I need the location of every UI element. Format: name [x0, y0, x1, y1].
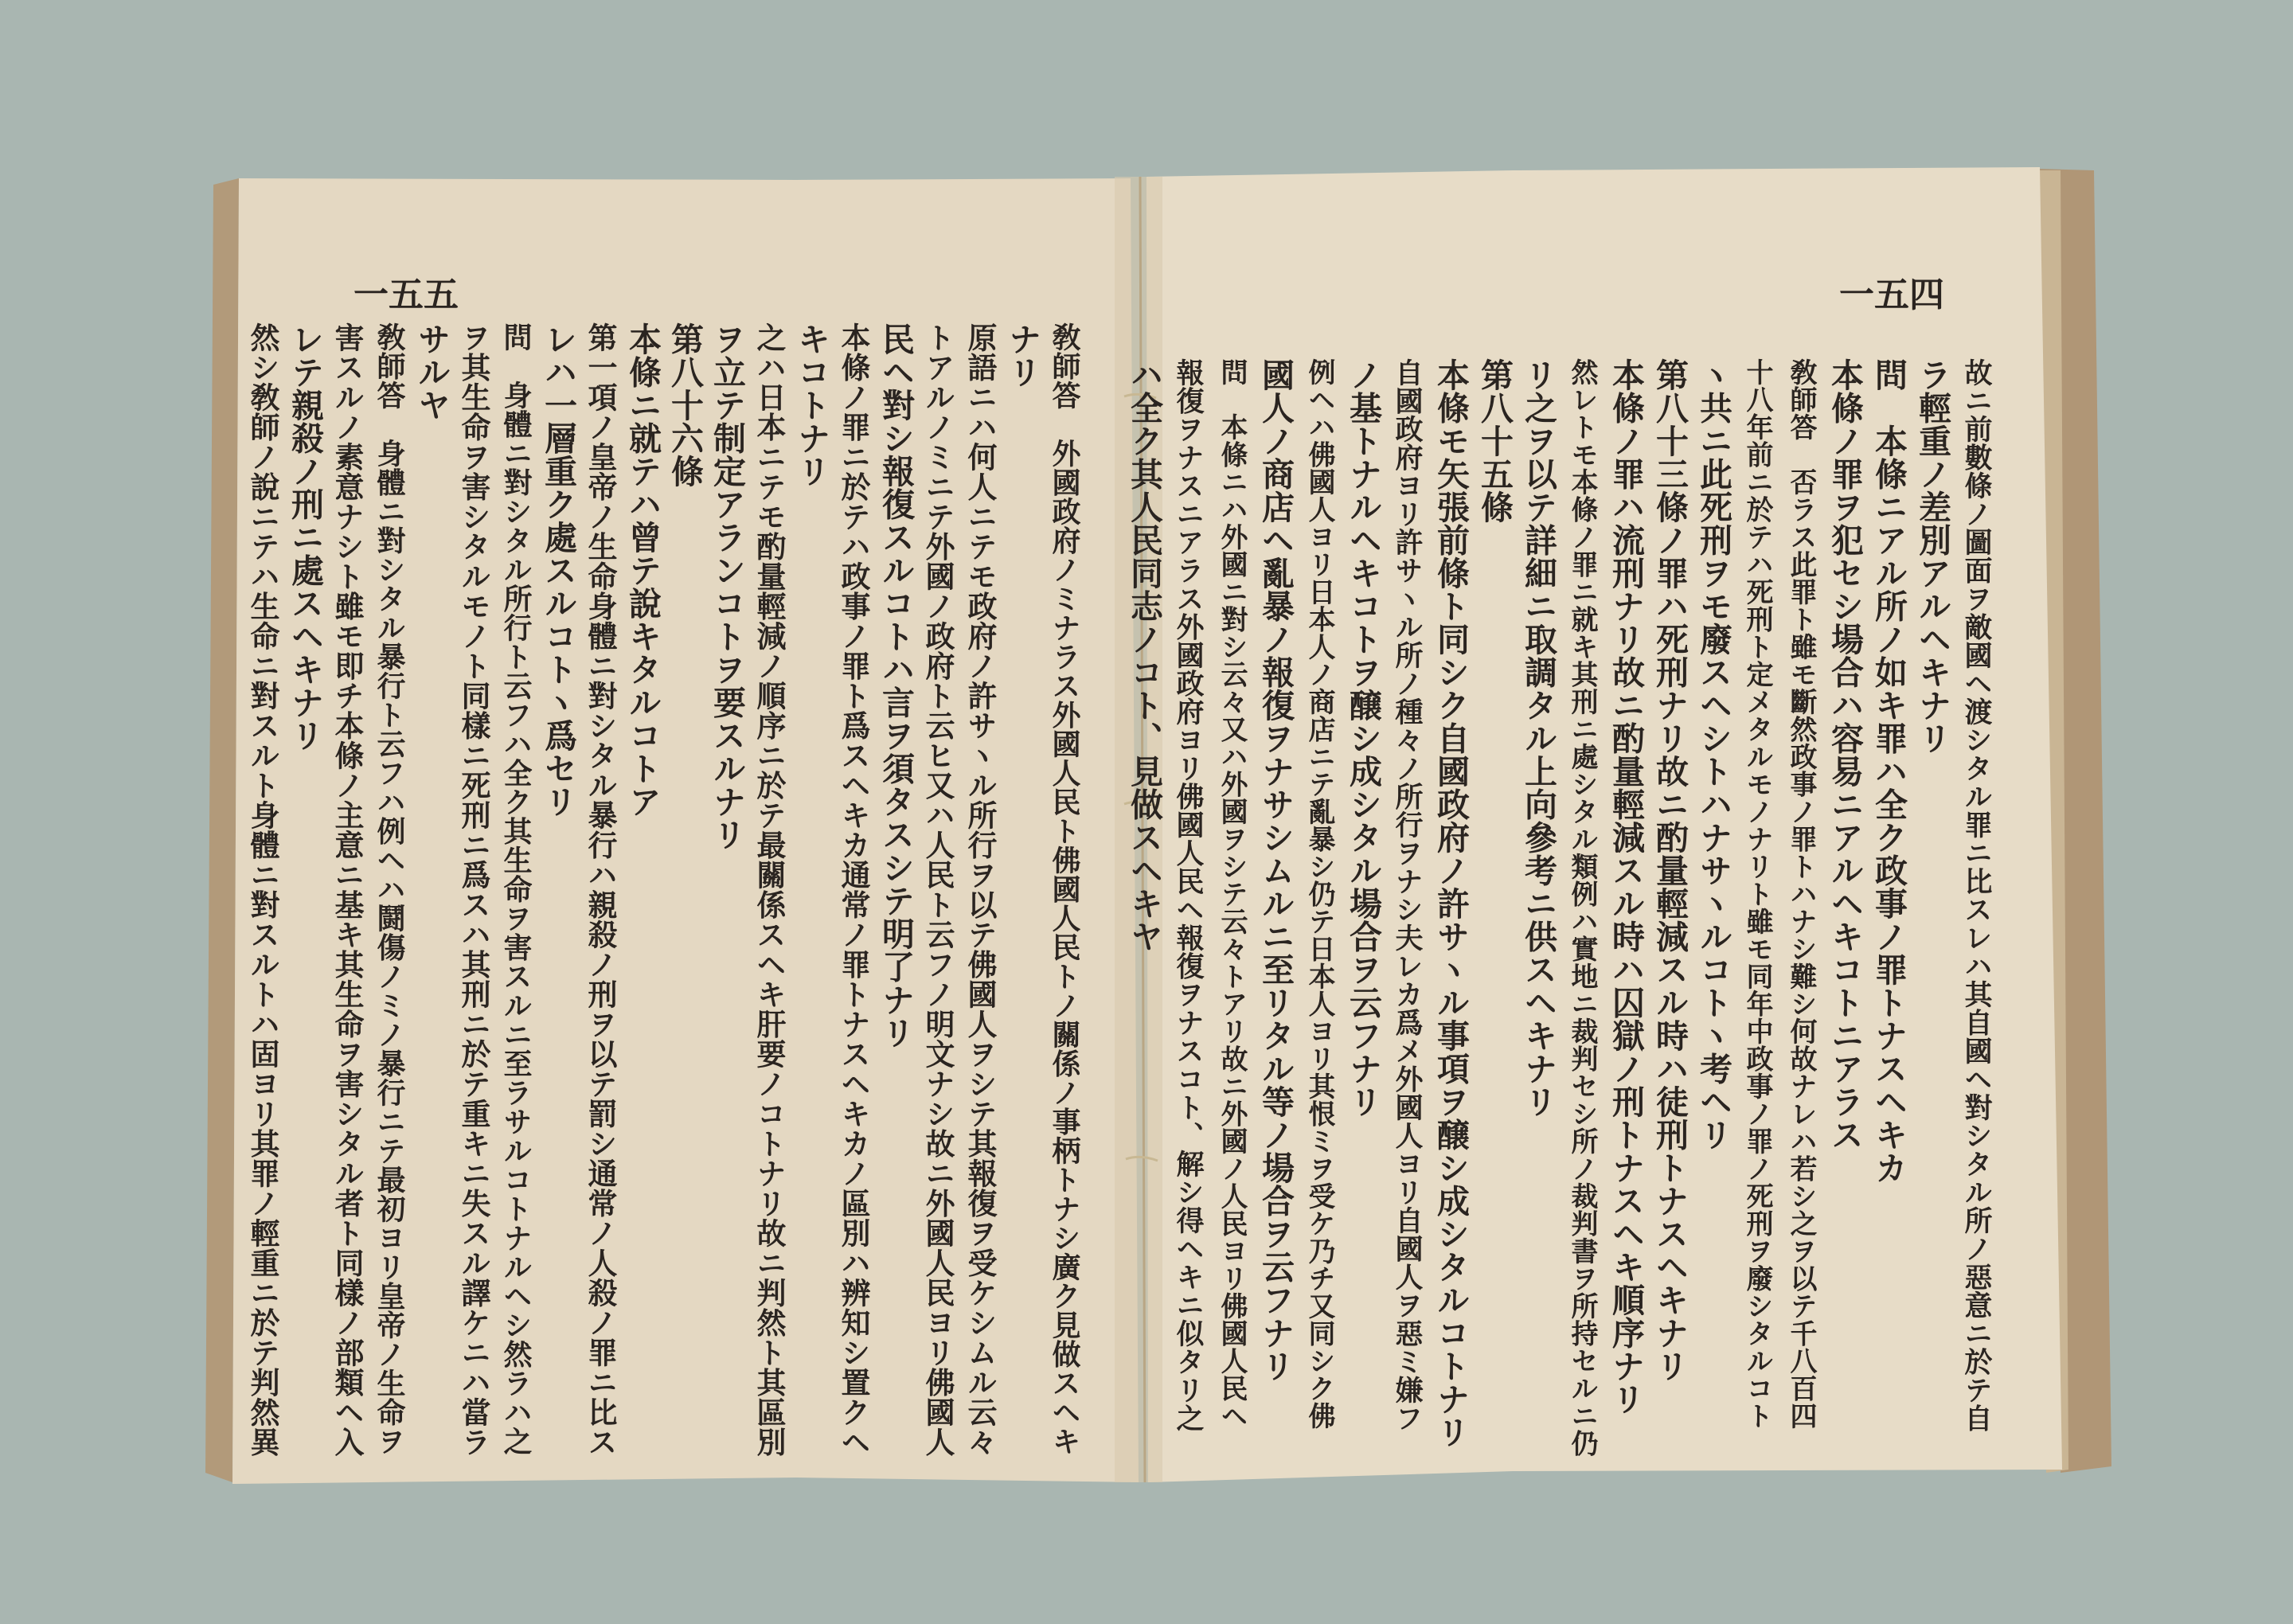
left-page-column: 然シ敎師ノ說ニテハ生命ニ對スルト身體ニ對スルトハ固ヨリ其罪ノ輕重ニ於テ判然異	[245, 322, 280, 1457]
left-page-column: 問 身體ニ對シタル所行ト云フハ全ク其生命ヲ害スルニ至ラサルコトナルヘシ然ラハ之	[499, 322, 533, 1456]
right-page-column: 問 本條ニアル所ノ如キ罪ハ全ク政事ノ罪トナスヘキカ	[1869, 358, 1908, 1185]
right-page-column: 十八年前ニ於テハ死刑ト定メタルモノナリト雖モ同年中政事ノ罪ノ死刑ヲ廢シタルコト	[1741, 358, 1773, 1430]
left-page-column: サルヤ	[412, 322, 451, 422]
left-page-column: 之ハ日本ニテモ酌量輕減ノ順序ニ於テ最關係スヘキ肝要ノコトナリ故ニ判然ト其區別	[752, 322, 787, 1457]
right-page-column: 本條ノ罪ヲ犯セシ場合ハ容易ニアルヘキコトニアラス	[1826, 358, 1864, 1151]
left-page-column: 第八十六條	[666, 322, 704, 488]
right-page-column: 故ニ前數條ノ圖面ヲ敵國ヘ渡シタル罪ニ比スレハ其自國ヘ對シタル所ノ惡意ニ於テ自	[1960, 358, 1993, 1432]
right-page-number: 一五四	[1839, 275, 1944, 315]
right-page-column: 報復ヲナスニアラス外國政府ヨリ佛國人民ヘ報復ヲナスコト、解シ得ヘキニ似タリ之	[1172, 358, 1205, 1432]
left-page-column: ナリ	[1003, 322, 1041, 388]
left-page-column: ヲ其生命ヲ害シタルモノト同樣ニ死刑ニ爲スハ其刑ニ於テ重キニ失スル譯ケニハ當ラ	[456, 322, 491, 1457]
right-page-column: 例ヘハ佛國人ヨリ日本人ノ商店ニテ亂暴シ仍テ日本人ヨリ其恨ミヲ受ケ乃チ又同シク佛	[1303, 358, 1335, 1430]
left-page-column: 本條ニ就テハ曾テ說キタルコトア	[623, 322, 662, 818]
left-page-column: レハ一層重ク處スルコトヽ爲セリ	[539, 322, 577, 818]
left-page-column: 第一項ノ皇帝ノ生命身體ニ對シタル暴行ハ親殺ノ刑ヲ以テ罰シ通常ノ人殺ノ罪ニ比ス	[583, 322, 618, 1457]
right-page-column: 國人ノ商店ヘ亂暴ノ報復ヲナサシムルニ至リタル等ノ場合ヲ云フナリ	[1256, 358, 1295, 1383]
right-page-column: ヽ共ニ此死刑ヲモ廢スヘシトハナサヽルコトヽ考ヘリ	[1694, 358, 1732, 1151]
left-page-column: トアルノミニテ外國ノ政府ト云ヒ又ハ人民ト云フノ明文ナシ故ニ外國人民ヨリ佛國人	[920, 322, 955, 1457]
right-page-column: 敎師答 否ラス此罪ト雖モ斷然政事ノ罪トハナシ難シ何故ナレハ若シ之ヲ以テ千八百四	[1785, 358, 1817, 1430]
right-page-column: 自國政府ヨリ許サヽル所ノ種々ノ所行ヲナシ夫レカ爲メ外國人ヨリ自國人ヲ惡ミ嫌フ	[1391, 358, 1424, 1432]
left-page-column: 民ヘ對シ報復スルコトハ言ヲ須タスシテ明了ナリ	[877, 322, 915, 1049]
right-page-column: 問 本條ニハ外國ニ對シ云々又ハ外國ヲシテ云々トアリ故ニ外國ノ人民ヨリ佛國人民ヘ	[1216, 358, 1248, 1430]
left-page-column: ヲ立テ制定アランコトヲ要スルナリ	[708, 322, 746, 851]
right-page-column: ハ全ク其人民同志ノコト、見做スヘキヤ	[1125, 358, 1163, 953]
right-page-column: ラ輕重ノ差別アルヘキナリ	[1913, 358, 1951, 755]
left-page-column: 敎師答 外國政府ノミナラス外國人民ト佛國人民トノ關係ノ事柄トナシ廣ク見做スヘキ	[1048, 322, 1081, 1456]
right-page-column: 然レトモ本條ノ罪ニ就キ其刑ニ處シタル類例ハ實地ニ裁判セシ所ノ裁判書ヲ所持セルニ仍	[1566, 358, 1598, 1457]
left-page-column: レテ親殺ノ刑ニ處スヘキナリ	[286, 322, 324, 752]
left-page-column: キコトナリ	[792, 322, 830, 488]
right-page-column: 本條ノ罪ハ流刑ナリ故ニ酌量輕減スル時ハ囚獄ノ刑トナスヘキ順序ナリ	[1607, 358, 1645, 1415]
left-page-column: 本條ノ罪ニ於テハ政事ノ罪ト爲スヘキカ通常ノ罪トナスヘキカノ區別ハ辨知シ置クヘ	[836, 322, 871, 1457]
right-page-column: 第八十五條	[1475, 358, 1514, 524]
left-page-column: 敎師答 身體ニ對シタル暴行ト云フハ例ヘハ鬪傷ノミノ暴行ニテ最初ヨリ皇帝ノ生命ヲ	[373, 322, 406, 1456]
right-page-column: リ之ヲ以テ詳細ニ取調タル上向參考ニ供スヘキナリ	[1519, 358, 1557, 1118]
left-page-column: 害スルノ素意ナシト雖モ即チ本條ノ主意ニ基キ其生命ヲ害シタル者ト同樣ノ部類ヘ入	[330, 322, 365, 1457]
right-page-column: 第八十三條ノ罪ハ死刑ナリ故ニ酌量輕減スル時ハ徒刑トナスヘキナリ	[1650, 358, 1689, 1383]
left-page-number: 一五五	[354, 275, 459, 315]
right-page-column: 本條モ矢張前條ト同シク自國政府ノ許サヽル事項ヲ醸シ成シタルコトナリ	[1432, 358, 1470, 1449]
left-page-column: 原語ニハ何人ニテモ政府ノ許サヽル所行ヲ以テ佛國人ヲシテ其報復ヲ受ケシムル云々	[963, 322, 998, 1457]
right-page-column: ノ基トナルヘキコトヲ醸シ成シタル場合ヲ云フナリ	[1344, 358, 1382, 1118]
